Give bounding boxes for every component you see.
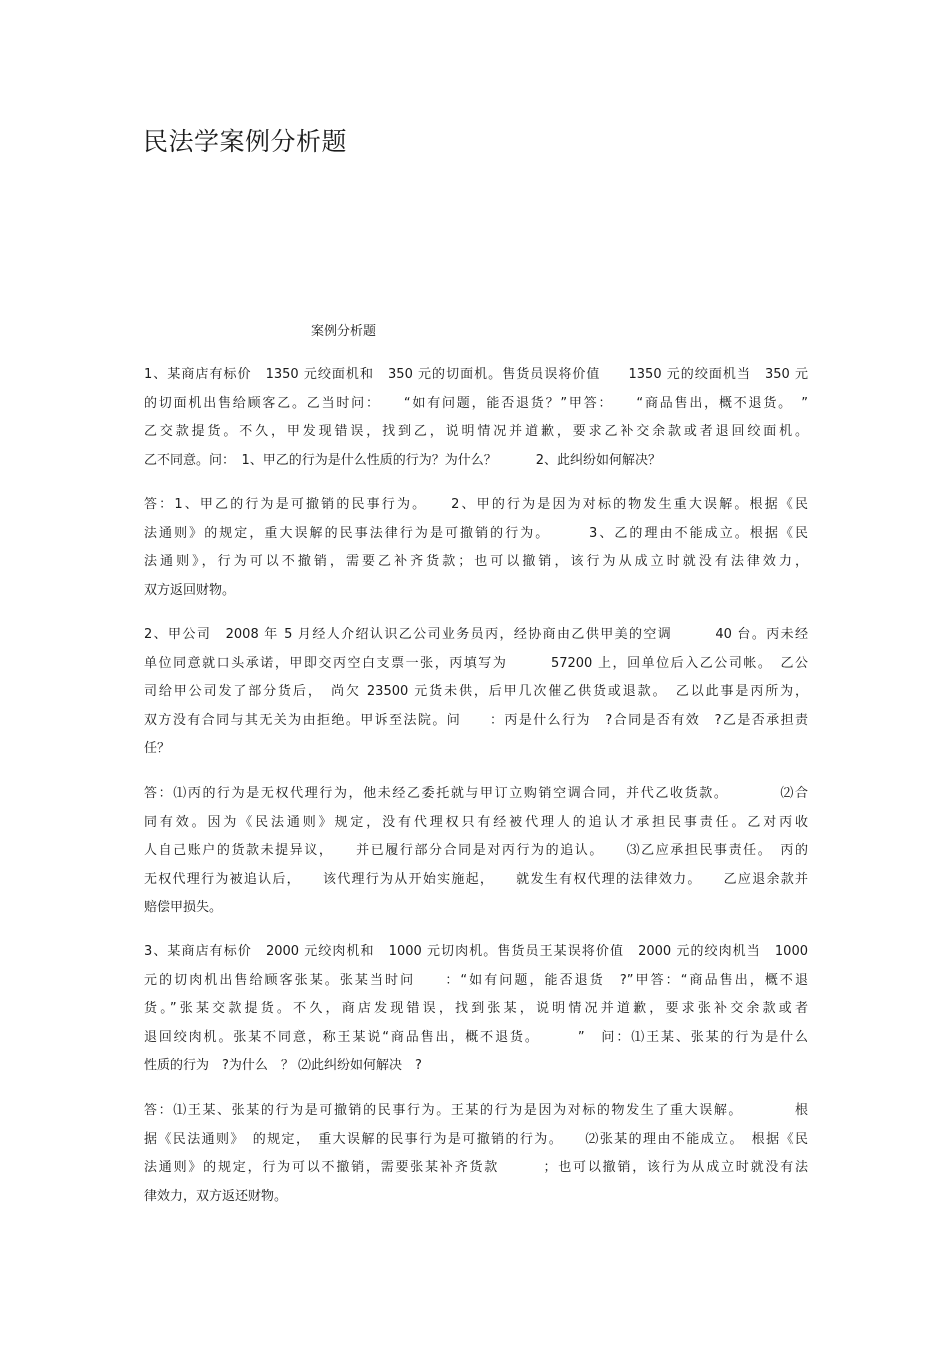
text-line: 3、某商店有标价 2000 元绞肉机和 1000 元切肉机。售货员王某误将价值 2000 元的绞肉机当 1000 (144, 944, 808, 959)
text-line: 退回绞肉机。张某不同意，称王某说“商品售出，概不退货。 ” 问：⑴王某、张某的行为是什么 (144, 1029, 808, 1045)
question-paragraph (144, 621, 808, 764)
text-line: 双方没有合同与其无关为由拒绝。甲诉至法院。问 ：丙是什么行为 ?合同是否有效 ?乙是否承担责 (144, 712, 808, 728)
text-line: 单位同意就口头承诺，甲即交丙空白支票一张，丙填写为 57200 上，回单位后入乙公司帐。 乙公 (144, 655, 808, 671)
text-line: 法通则》的规定，行为可以不撤销，需要张某补齐货款 ；也可以撤销，该行为从成立时就没有法 (144, 1160, 808, 1176)
text-line: 1、某商店有标价 1350 元绞面机和 350 元的切面机。售货员误将价值 1350 元的绞面机当 350 元 (144, 367, 808, 382)
text-line: 答：⑴王某、张某的行为是可撤销的民事行为。王某的行为是因为对标的物发生了重大误解。 根 (144, 1103, 808, 1118)
text-line: 同有效。因为《民法通则》规定，没有代理权只有经被代理人的追认才承担民事责任。乙对丙收 (144, 814, 808, 830)
text-line: 法通则》，行为可以不撤销，需要乙补齐货款；也可以撤销，该行为从成立时就没有法律效力， (144, 554, 808, 570)
question-paragraph (144, 361, 808, 475)
section-subtitle: 案例分析题 (311, 324, 377, 339)
text-line: 法通则》的规定，重大误解的民事法律行为是可撤销的行为。 3、乙的理由不能成立。根据《民 (144, 525, 808, 541)
text-line: 元的切肉机出售给顾客张某。张某当时问 ：“如有问题，能否退货 ?”甲答：“商品售出，概不退 (144, 972, 808, 988)
answer-paragraph (144, 1097, 808, 1211)
text-line: 无权代理行为被追认后， 该代理行为从开始实施起， 就发生有权代理的法律效力。 乙应退余款并 (144, 871, 808, 887)
question-paragraph (144, 938, 808, 1081)
text-line: 双方返回财物。 (144, 582, 236, 598)
answer-paragraph (144, 780, 808, 923)
text-line: 司给甲公司发了部分货后， 尚欠 23500 元货未供，后甲几次催乙供货或退款。 乙以此事是丙所为， (144, 684, 808, 700)
text-line: 任？ (144, 741, 171, 757)
text-line: 乙交款提货。不久，甲发现错误，找到乙，说明情况并道歉，要求乙补交余款或者退回绞面机。 (144, 424, 808, 440)
text-line: 性质的行为 ?为什么 ？ ⑵此纠纷如何解决 ? (144, 1058, 422, 1074)
text-line: 据《民法通则》 的规定， 重大误解的民事行为是可撤销的行为。 ⑵张某的理由不能成立。 根据《民 (144, 1131, 808, 1147)
text-line: 赔偿甲损失。 (144, 900, 223, 916)
text-line: 的切面机出售给顾客乙。乙当时问： “如有问题，能否退货？”甲答： “商品售出，概不退货。 ” (144, 395, 808, 411)
text-line: 答：1、甲乙的行为是可撤销的民事行为。 2、甲的行为是因为对标的物发生重大误解。根据《民 (144, 497, 808, 512)
document-title: 民法学案例分析题 (143, 127, 348, 156)
text-line: 律效力，双方返还财物。 (144, 1188, 288, 1204)
text-line: 人自己账户的货款未提异议， 并已履行部分合同是对丙行为的追认。 ⑶乙应承担民事责任。 丙的 (144, 843, 808, 859)
text-line: 答：⑴丙的行为是无权代理行为，他未经乙委托就与甲订立购销空调合同，并代乙收货款。 ⑵合 (144, 786, 808, 801)
text-line: 2、甲公司 2008 年 5 月经人介绍认识乙公司业务员丙，经协商由乙供甲美的空调 40 台。丙未经 (144, 627, 808, 642)
answer-paragraph (144, 491, 808, 605)
text-line: 乙不同意。问： 1、甲乙的行为是什么性质的行为？为什么？ 2、此纠纷如何解决？ (144, 452, 662, 468)
text-line: 货。”张某交款提货。不久，商店发现错误，找到张某，说明情况并道歉，要求张补交余款或者 (144, 1001, 808, 1017)
